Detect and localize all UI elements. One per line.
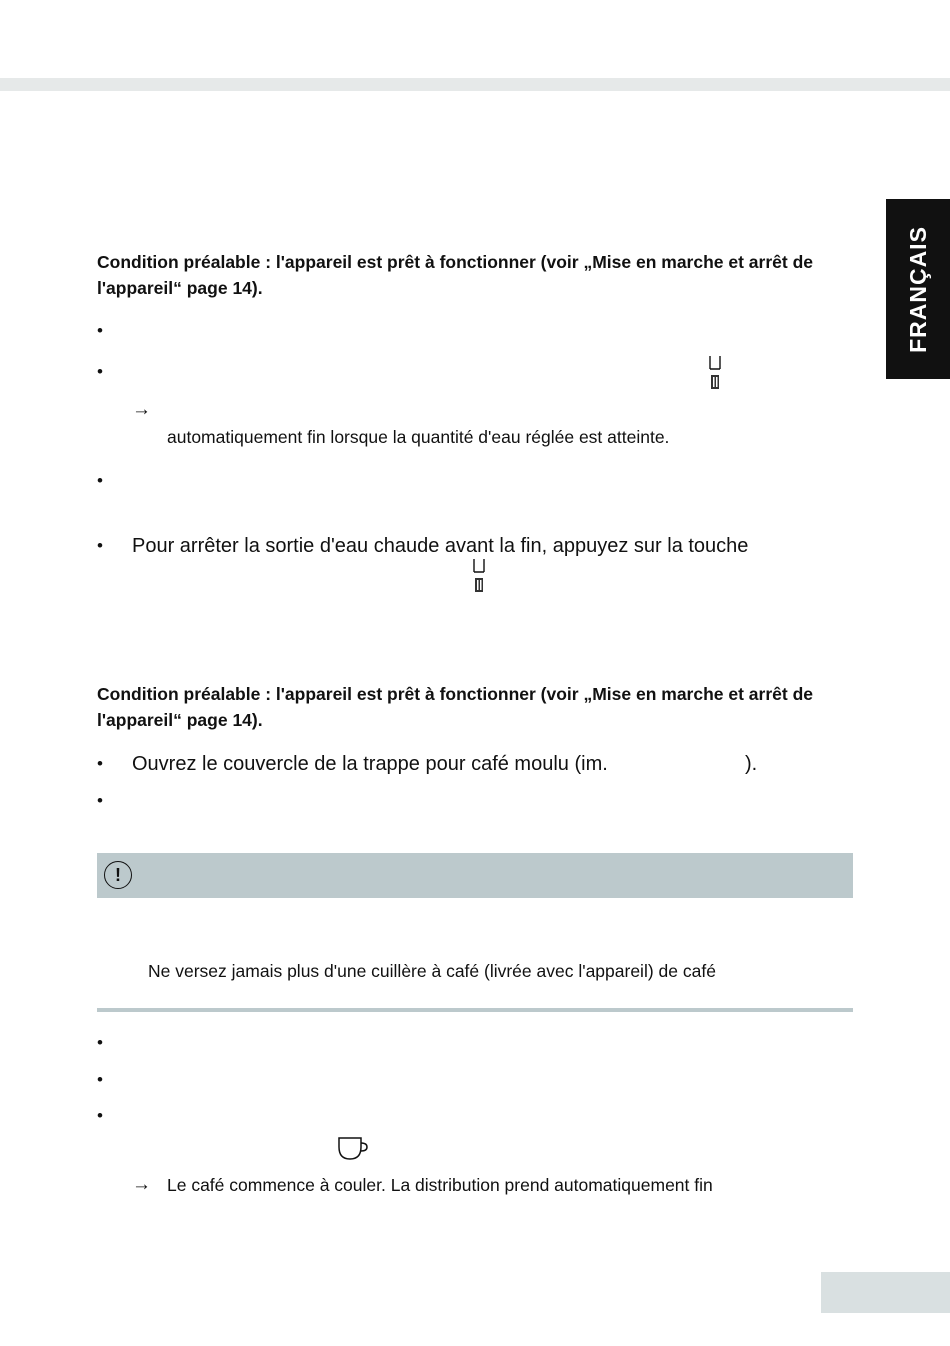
notice-text: Ne versez jamais plus d'une cuillère à café (livrée avec l'appareil) de café [148,961,716,981]
bullet: • [97,1070,103,1089]
hot-water-icon [471,558,487,594]
notice-header [97,853,853,898]
result-arrow: → [132,1174,151,1195]
stop-hot-water-text: Pour arrêter la sortie d'eau chaude avant la fin, appuyez sur la touche [132,535,749,557]
language-tab [886,199,950,379]
bullet: • [97,362,103,381]
bullet: • [97,1033,103,1052]
language-tab-label: FRANÇAIS [904,225,931,353]
condition-text-1: Condition préalable : l'appareil est prêt à fonctionner (voir „Mise en marche et arrêt de l'appareil“ page 14). [97,252,813,298]
exclamation-circle-icon [104,861,132,889]
result-text-coffee: Le café commence à couler. La distribution prend automatiquement fin [167,1175,713,1195]
result-arrow: → [132,399,151,420]
bullet: • [97,471,103,490]
open-lid-text: Ouvrez le couvercle de la trappe pour café moulu (im. [132,753,608,775]
coffee-cup-icon [336,1135,370,1163]
bullet: • [97,536,103,555]
bullet: • [97,321,103,340]
bullet: • [97,791,103,810]
notice-symbol: ! [115,865,121,885]
page-number-box [821,1272,950,1313]
condition-text-2: Condition préalable : l'appareil est prêt à fonctionner (voir „Mise en marche et arrêt de l'appareil“ page 14). [97,684,813,730]
hot-water-icon [707,355,723,391]
notice-rule [97,1008,853,1012]
bullet: • [97,1106,103,1125]
bullet: • [97,754,103,773]
result-text-hot-water: automatiquement fin lorsque la quantité d'eau réglée est atteinte. [167,427,670,447]
open-lid-close: ). [745,753,758,775]
top-band [0,78,950,91]
